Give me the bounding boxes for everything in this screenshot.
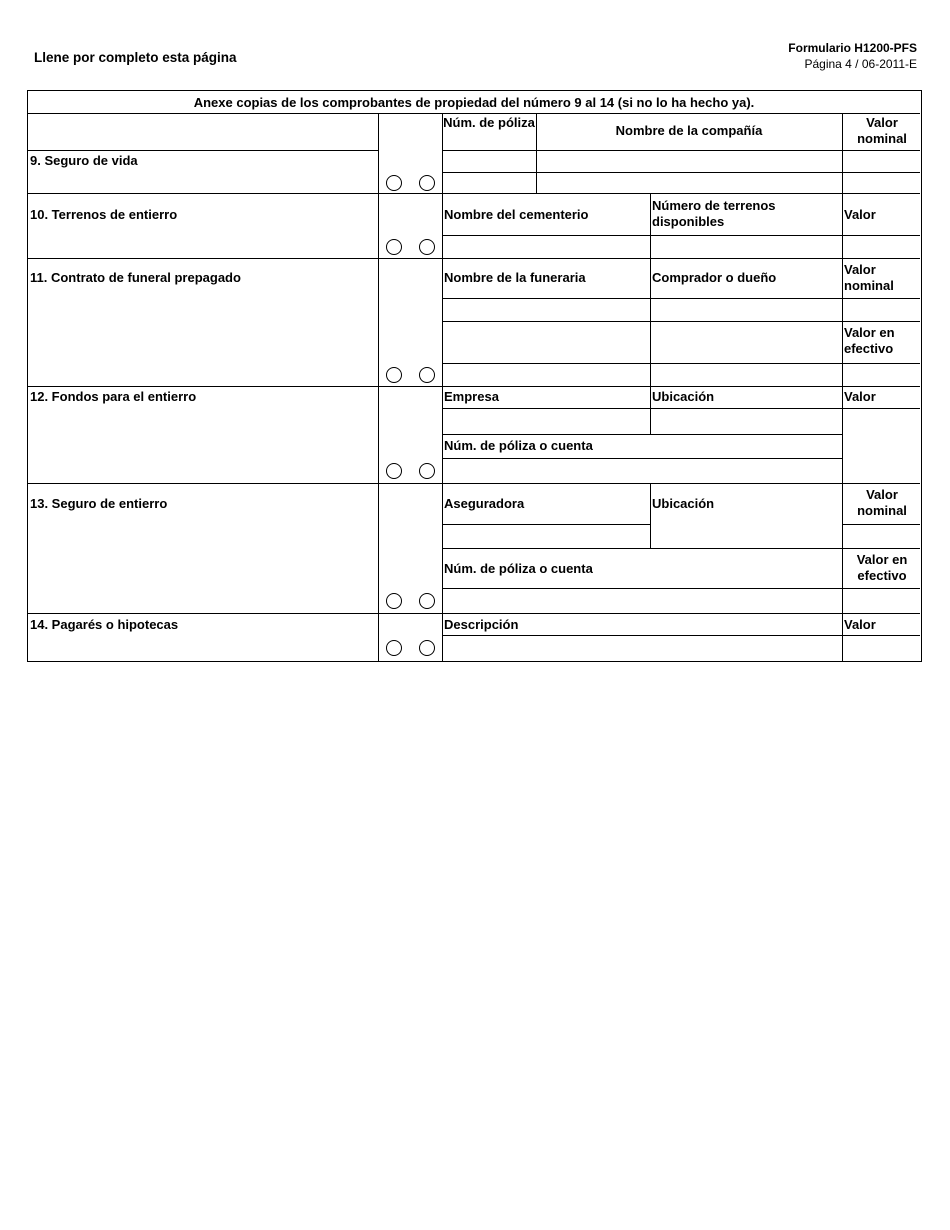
- s12-account-input[interactable]: [443, 460, 841, 482]
- s10-no-radio[interactable]: [419, 239, 435, 255]
- banner-text: Anexe copias de los comprobantes de propiedad del número 9 al 14 (si no lo ha hecho ya).: [193, 95, 755, 110]
- s12-company-input[interactable]: [443, 409, 649, 433]
- s12-account-header: Núm. de póliza o cuenta: [444, 438, 593, 453]
- s12-location-header: Ubicación: [652, 389, 715, 404]
- s9-label: 9. Seguro de vida: [30, 153, 138, 168]
- s13-face-value-input[interactable]: [843, 525, 920, 547]
- s9-policy-header: Núm. de póliza: [443, 115, 535, 130]
- s13-no-radio[interactable]: [419, 593, 435, 609]
- s10-plots-header: Número de terrenos disponibles: [652, 198, 776, 229]
- s13-cash-value-input[interactable]: [843, 589, 920, 612]
- s12-location-input[interactable]: [651, 409, 841, 433]
- s13-yes-radio[interactable]: [386, 593, 402, 609]
- form-id: Formulario H1200-PFS: [788, 41, 917, 55]
- s9-company-header: Nombre de la compañía: [615, 123, 763, 138]
- s14-value-header: Valor: [844, 617, 876, 632]
- s9-policy-input-1[interactable]: [443, 151, 535, 171]
- divider: [442, 548, 920, 549]
- divider: [442, 458, 842, 459]
- s10-yes-radio[interactable]: [386, 239, 402, 255]
- s9-no-radio[interactable]: [419, 175, 435, 191]
- s9-face-value-input-1[interactable]: [843, 151, 920, 171]
- divider: [28, 258, 920, 259]
- s11-cash-value-header: Valor en efectivo: [844, 325, 895, 356]
- s10-value-input[interactable]: [843, 236, 920, 257]
- divider: [650, 483, 651, 548]
- divider: [378, 113, 379, 662]
- s10-value-header: Valor: [844, 207, 876, 222]
- s9-face-value-input-2[interactable]: [843, 173, 920, 192]
- s13-account-header: Núm. de póliza o cuenta: [444, 561, 593, 576]
- page-instruction: Llene por completo esta página: [34, 50, 237, 65]
- assets-form-table: [27, 90, 922, 662]
- s14-description-header: Descripción: [444, 617, 519, 632]
- divider: [442, 113, 443, 662]
- s14-value-input[interactable]: [843, 636, 920, 660]
- s12-company-header: Empresa: [444, 389, 499, 404]
- s13-account-input[interactable]: [443, 589, 841, 612]
- s9-face-value-header: Valor nominal: [857, 115, 907, 146]
- s12-value-input[interactable]: [843, 409, 920, 482]
- s14-label: 14. Pagarés o hipotecas: [30, 617, 179, 632]
- s13-face-value-header: Valor nominal: [857, 487, 907, 518]
- s12-value-header: Valor: [844, 389, 876, 404]
- divider: [650, 258, 651, 386]
- s9-company-input-2[interactable]: [537, 173, 841, 192]
- divider: [28, 193, 920, 194]
- s11-yes-radio[interactable]: [386, 367, 402, 383]
- s13-insurer-input[interactable]: [443, 525, 649, 547]
- s11-face-value-header: Valor nominal: [844, 262, 894, 293]
- s13-insurer-header: Aseguradora: [444, 496, 525, 511]
- divider: [28, 483, 920, 484]
- s14-description-input[interactable]: [443, 636, 841, 660]
- s11-funeral-home-input[interactable]: [443, 299, 649, 320]
- divider: [442, 321, 920, 322]
- s13-location-header: Ubicación: [652, 496, 715, 511]
- s14-yes-radio[interactable]: [386, 640, 402, 656]
- page-info: Página 4 / 06-2011-E: [804, 57, 917, 71]
- s11-buyer-input[interactable]: [651, 299, 841, 320]
- divider: [28, 613, 920, 614]
- s11-buyer-header: Comprador o dueño: [652, 270, 777, 285]
- s11-no-radio[interactable]: [419, 367, 435, 383]
- s10-label: 10. Terrenos de entierro: [30, 207, 178, 222]
- s12-label: 12. Fondos para el entierro: [30, 389, 197, 404]
- s14-no-radio[interactable]: [419, 640, 435, 656]
- divider: [28, 113, 920, 114]
- s11-label: 11. Contrato de funeral prepagado: [30, 270, 241, 285]
- s10-cemetery-input[interactable]: [443, 236, 649, 257]
- s12-no-radio[interactable]: [419, 463, 435, 479]
- form-id-block: [788, 40, 917, 72]
- s11-cash-value-input[interactable]: [843, 364, 920, 385]
- s13-label: 13. Seguro de entierro: [30, 496, 168, 511]
- divider: [28, 386, 920, 387]
- s11-funeral-home-header: Nombre de la funeraria: [444, 270, 586, 285]
- divider: [28, 150, 378, 151]
- s12-yes-radio[interactable]: [386, 463, 402, 479]
- s13-cash-value-header: Valor en efectivo: [856, 552, 908, 583]
- divider: [442, 434, 842, 435]
- s11-face-value-input[interactable]: [843, 299, 920, 320]
- s9-company-input-1[interactable]: [537, 151, 841, 171]
- s9-policy-input-2[interactable]: [443, 173, 535, 192]
- s10-cemetery-header: Nombre del cementerio: [444, 207, 589, 222]
- s9-yes-radio[interactable]: [386, 175, 402, 191]
- s10-plots-input[interactable]: [651, 236, 841, 257]
